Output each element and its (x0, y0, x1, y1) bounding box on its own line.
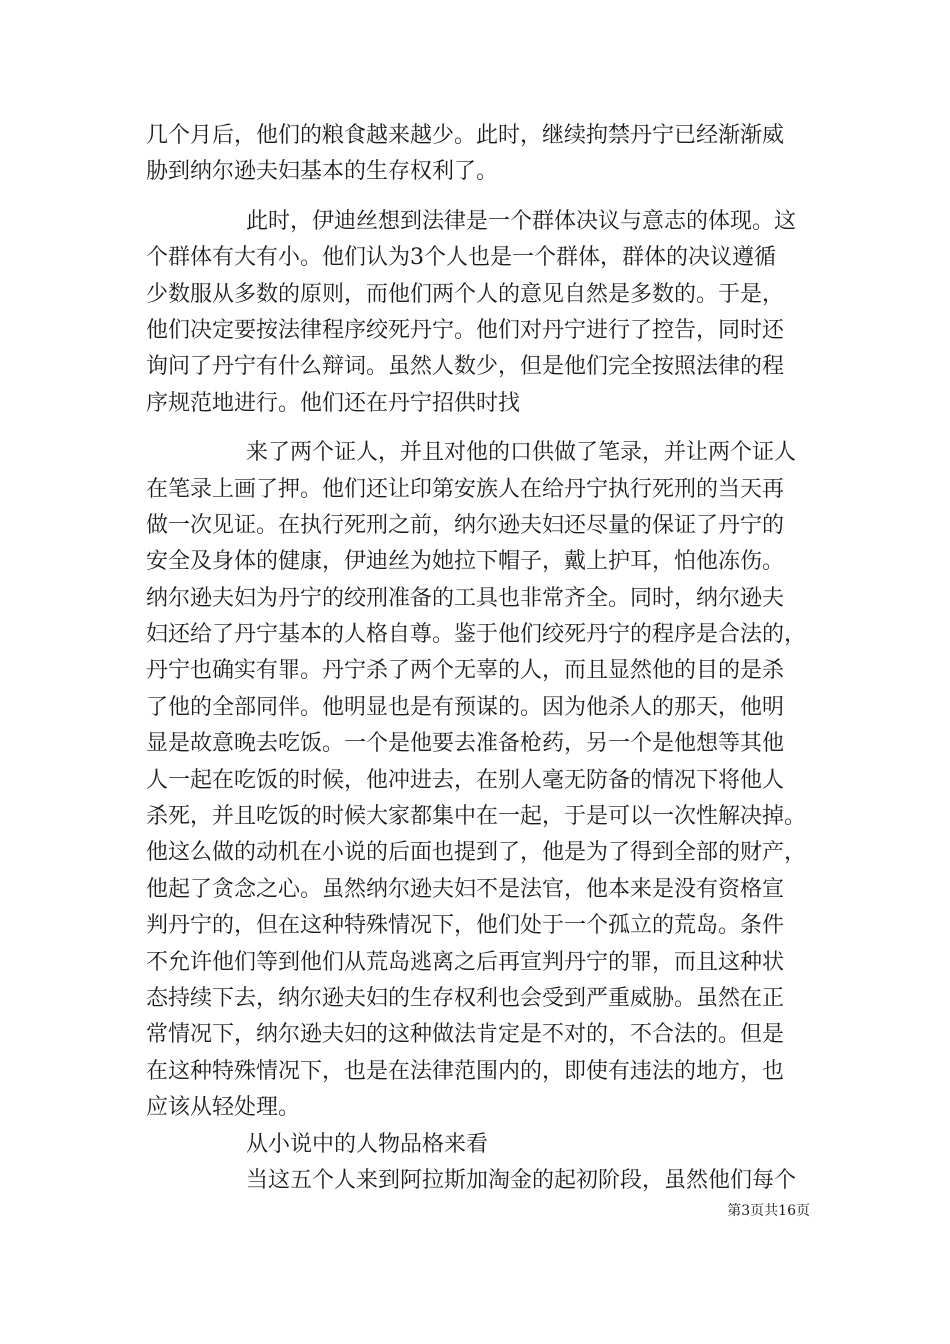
text-line: 他们决定要按法律程序绞死丹宁。他们对丹宁进行了控告，同时还 (146, 317, 785, 343)
text-line: 常情况下，纳尔逊夫妇的这种做法肯定是不对的，不合法的。但是 (146, 1022, 785, 1048)
text-line: 人一起在吃饭的时候，他冲进去，在别人毫无防备的情况下将他人 (146, 767, 785, 793)
text-line: 他这么做的动机在小说的后面也提到了，他是为了得到全部的财产， (146, 840, 807, 866)
text-line: 少数服从多数的原则，而他们两个人的意见自然是多数的。于是， (146, 281, 785, 307)
text-line: 几个月后，他们的粮食越来越少。此时，继续拘禁丹宁已经渐渐威 (146, 123, 785, 148)
text-line: 来了两个证人，并且对他的口供做了笔录，并让两个证人 (246, 440, 797, 466)
paragraph (146, 435, 806, 1126)
text-line: 了他的全部同伴。他明显也是有预谋的。因为他杀人的那天，他明 (146, 694, 785, 720)
text-line: 询问了丹宁有什么辩词。虽然人数少，但是他们完全按照法律的程 (146, 354, 785, 380)
text-line: 个群体有大有小。他们认为3个人也是一个群体，群体的决议遵循 (146, 245, 776, 271)
text-line: 在笔录上画了押。他们还让印第安族人在给丹宁执行死刑的当天再 (146, 476, 785, 502)
document-body (146, 118, 806, 1199)
text-line: 应该从轻处理。 (146, 1095, 301, 1121)
paragraph (146, 118, 806, 191)
text-line: 丹宁也确实有罪。丹宁杀了两个无辜的人，而且显然他的目的是杀 (146, 658, 785, 684)
text-line: 当这五个人来到阿拉斯加淘金的起初阶段，虽然他们每个 (246, 1167, 797, 1193)
paragraph (146, 204, 806, 422)
text-line: 在这种特殊情况下，也是在法律范围内的，即使有违法的地方，也 (146, 1058, 785, 1084)
text-line: 安全及身体的健康，伊迪丝为她拉下帽子，戴上护耳，怕他冻伤。 (146, 549, 785, 575)
text-line: 纳尔逊夫妇为丹宁的绞刑准备的工具也非常齐全。同时，纳尔逊夫 (146, 585, 785, 611)
text-line: 胁到纳尔逊夫妇基本的生存权利了。 (146, 159, 499, 185)
paragraph (146, 1163, 806, 1199)
text-line: 态持续下去，纳尔逊夫妇的生存权利也会受到严重威胁。虽然在正 (146, 985, 785, 1011)
text-line: 序规范地进行。他们还在丹宁招供时找 (146, 390, 521, 416)
section-heading (146, 1127, 806, 1163)
heading-text: 从小说中的人物品格来看 (246, 1131, 489, 1157)
text-line: 不允许他们等到他们从荒岛逃离之后再宣判丹宁的罪，而且这种状 (146, 949, 785, 975)
text-line: 判丹宁的，但在这种特殊情况下，他们处于一个孤立的荒岛。条件 (146, 913, 785, 939)
text-line: 妇还给了丹宁基本的人格自尊。鉴于他们绞死丹宁的程序是合法的， (146, 622, 807, 648)
text-line: 他起了贪念之心。虽然纳尔逊夫妇不是法官，他本来是没有资格宣 (146, 876, 785, 902)
page-number: 第3页共16页 (727, 1203, 810, 1219)
text-line: 显是故意晚去吃饭。一个是他要去准备枪药，另一个是他想等其他 (146, 731, 785, 757)
text-line: 做一次见证。在执行死刑之前，纳尔逊夫妇还尽量的保证了丹宁的 (146, 512, 785, 538)
text-line: 此时，伊迪丝想到法律是一个群体决议与意志的体现。这 (246, 208, 797, 234)
text-line: 杀死，并且吃饭的时候大家都集中在一起，于是可以一次性解决掉。 (146, 804, 807, 830)
